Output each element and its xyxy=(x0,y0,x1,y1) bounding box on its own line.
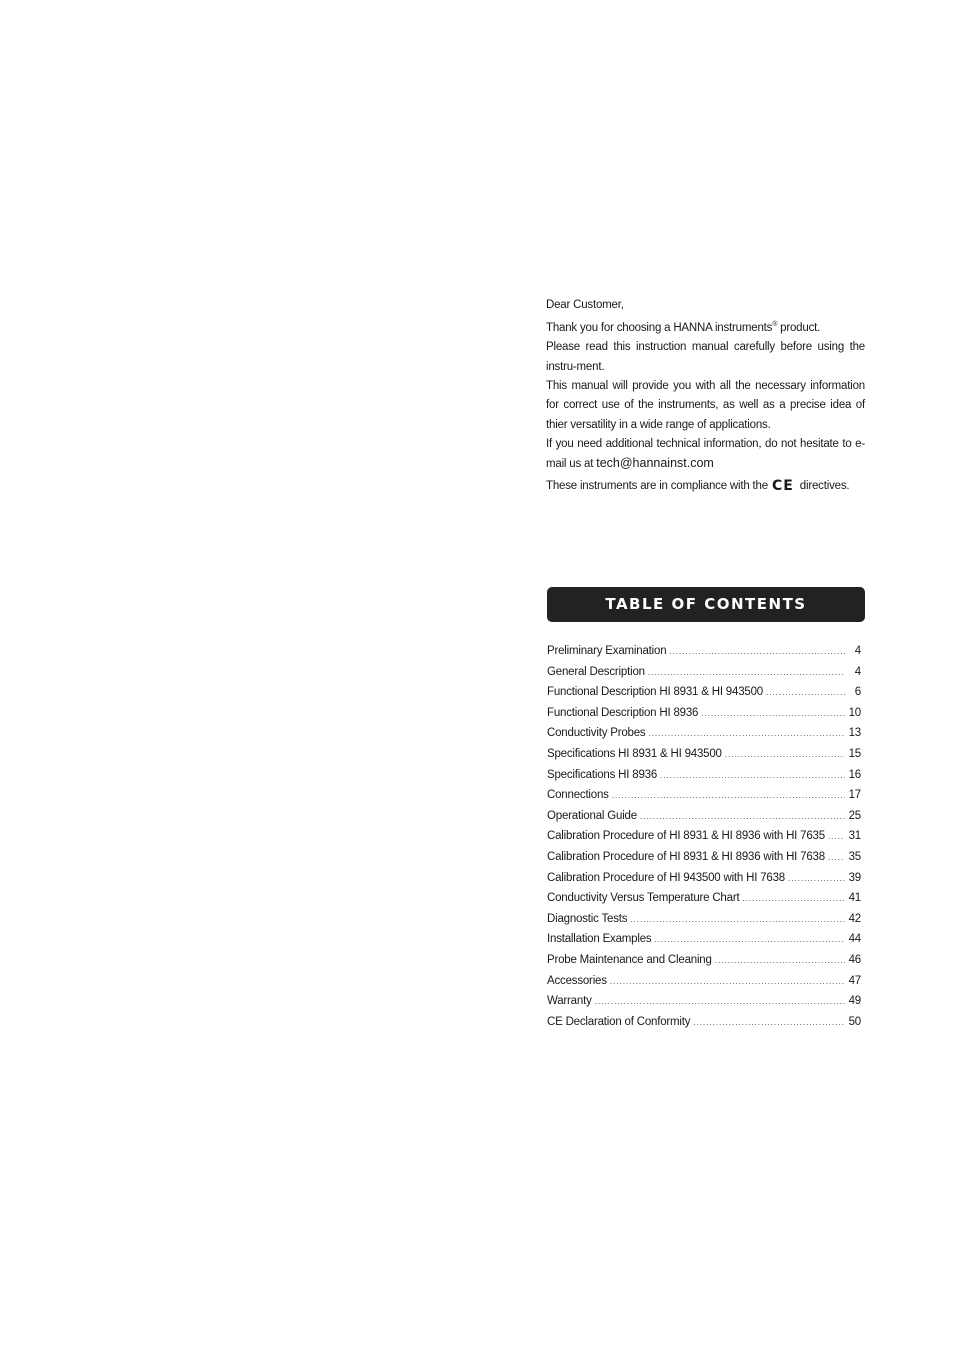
toc-entry-title: Warranty xyxy=(547,995,592,1008)
toc-leader-dots xyxy=(828,848,845,869)
toc-entry[interactable] xyxy=(547,909,861,930)
toc-leader-dots xyxy=(648,663,845,684)
toc-entry-title: Functional Description HI 8936 xyxy=(547,706,699,719)
toc-entry-page: 39 xyxy=(848,871,861,884)
compliance-text: These instruments are in compliance with the xyxy=(546,479,768,492)
toc-entry-page: 31 xyxy=(848,830,861,843)
toc-entry[interactable] xyxy=(547,662,861,683)
toc-entry-page: 16 xyxy=(848,768,861,781)
toc-leader-dots xyxy=(654,930,844,951)
toc-entry-page: 25 xyxy=(848,809,861,822)
thanks-suffix: product. xyxy=(777,322,821,335)
greeting: Dear Customer, xyxy=(546,299,624,311)
toc-heading: TABLE OF CONTENTS xyxy=(547,587,865,622)
toc-entry-title: Diagnostic Tests xyxy=(547,912,628,925)
toc-entry-page: 44 xyxy=(848,933,861,946)
toc-entry[interactable] xyxy=(547,682,861,703)
contact-paragraph xyxy=(546,435,865,475)
toc-entry-title: General Description xyxy=(547,665,645,678)
toc-entry-page: 10 xyxy=(848,706,861,719)
toc-entry-page: 50 xyxy=(848,1015,861,1028)
toc-leader-dots xyxy=(595,992,845,1013)
toc-entry[interactable] xyxy=(547,744,861,765)
toc-entry-page: 49 xyxy=(848,995,861,1008)
contact-text: If you need additional technical information, do not hesitate to e-mail us at xyxy=(546,437,865,471)
toc-leader-dots xyxy=(715,951,845,972)
toc-leader-dots xyxy=(612,786,845,807)
toc-entry-title: Calibration Procedure of HI 8931 & HI 8936 with HI 7638 xyxy=(547,850,825,863)
toc-entry-title: CE Declaration of Conformity xyxy=(547,1015,691,1028)
toc-entry-page: 4 xyxy=(854,665,861,678)
toc-entry-title: Installation Examples xyxy=(547,933,652,946)
toc-entry-title: Preliminary Examination xyxy=(547,645,667,657)
table-of-contents xyxy=(547,641,861,1032)
toc-entry-page: 35 xyxy=(848,850,861,863)
toc-entry-page: 6 xyxy=(854,686,861,699)
toc-entry[interactable] xyxy=(547,703,861,724)
toc-leader-dots xyxy=(693,1013,844,1034)
toc-entry[interactable] xyxy=(547,826,861,847)
toc-entry[interactable] xyxy=(547,971,861,992)
toc-entry-page: 41 xyxy=(848,892,861,905)
toc-entry-page: 46 xyxy=(848,953,861,966)
thanks-line xyxy=(546,315,865,338)
toc-entry-page: 47 xyxy=(848,974,861,987)
toc-entry-title: Specifications HI 8931 & HI 943500 xyxy=(547,747,722,760)
toc-entry[interactable] xyxy=(547,929,861,950)
toc-entry-title: Probe Maintenance and Cleaning xyxy=(547,953,712,966)
toc-entry[interactable] xyxy=(547,723,861,744)
toc-entry[interactable] xyxy=(547,847,861,868)
toc-leader-dots xyxy=(630,910,844,931)
toc-entry-title: Conductivity Probes xyxy=(547,727,646,740)
toc-leader-dots xyxy=(660,766,845,787)
toc-leader-dots xyxy=(701,704,844,725)
toc-leader-dots xyxy=(828,827,845,848)
toc-leader-dots xyxy=(766,683,845,704)
toc-entry-title: Accessories xyxy=(547,974,607,987)
toc-leader-dots xyxy=(610,972,845,993)
compliance-line xyxy=(546,477,865,496)
toc-leader-dots xyxy=(648,724,844,745)
toc-entry-title: Calibration Procedure of HI 943500 with HI 7638 xyxy=(547,871,785,884)
please-read-paragraph: Please read this instruction manual carefully before using the instru-ment. xyxy=(546,341,865,373)
toc-leader-dots xyxy=(742,889,844,910)
toc-entry[interactable] xyxy=(547,1012,861,1033)
toc-entry-title: Conductivity Versus Temperature Chart xyxy=(547,892,740,905)
toc-entry[interactable] xyxy=(547,991,861,1012)
ce-mark-icon: CE xyxy=(771,477,794,494)
registered-mark: ® xyxy=(772,321,778,329)
toc-entry-page: 4 xyxy=(854,645,861,657)
toc-entry[interactable] xyxy=(547,806,861,827)
introduction-letter xyxy=(546,296,865,496)
thanks-text: Thank you for choosing a HANNA instruments xyxy=(546,322,773,335)
toc-entry-title: Specifications HI 8936 xyxy=(547,768,658,781)
toc-entry-page: 13 xyxy=(848,727,861,740)
compliance-suffix: directives. xyxy=(799,479,850,492)
toc-leader-dots xyxy=(640,807,845,828)
toc-entry-title: Calibration Procedure of HI 8931 & HI 8936 with HI 7635 xyxy=(547,830,825,843)
toc-entry-title: Operational Guide xyxy=(547,809,637,822)
toc-entry[interactable] xyxy=(547,785,861,806)
toc-leader-dots xyxy=(788,869,845,890)
toc-entry[interactable] xyxy=(547,888,861,909)
manual-info-paragraph: This manual will provide you with all the necessary information for correct use of the instruments, as well as a precise idea of thier versatility in a wide range of applications. xyxy=(546,380,865,431)
toc-entry-title: Connections xyxy=(547,789,609,802)
support-email: tech@hannainst.com xyxy=(596,456,714,471)
toc-leader-dots xyxy=(725,745,845,766)
toc-entry[interactable] xyxy=(547,868,861,889)
toc-entry-page: 42 xyxy=(848,912,861,925)
toc-entry[interactable] xyxy=(547,641,861,662)
toc-entry[interactable] xyxy=(547,950,861,971)
toc-leader-dots xyxy=(669,642,845,663)
toc-entry-page: 17 xyxy=(848,789,861,802)
toc-entry-page: 15 xyxy=(848,747,861,760)
toc-entry-title: Functional Description HI 8931 & HI 943500 xyxy=(547,686,763,699)
toc-entry[interactable] xyxy=(547,765,861,786)
